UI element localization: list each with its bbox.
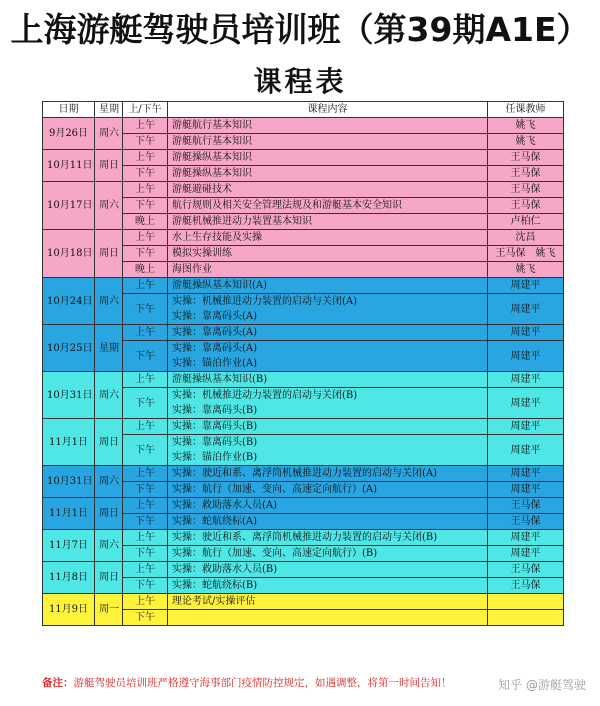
course-line: 游艇操纵基本知识(A): [172, 280, 268, 291]
course-line: 游艇操纵基本知识: [172, 168, 252, 179]
session-weekday: 周一: [95, 594, 123, 626]
course-line: 实操：靠离码头(B): [172, 437, 258, 448]
page-subtitle: 课程表: [253, 65, 347, 98]
table-row: [43, 530, 564, 546]
course-line: 实操：蛇航绕标(A): [172, 516, 258, 527]
table-row: [43, 230, 564, 246]
course-content: [168, 166, 488, 182]
schedule-table: [42, 101, 564, 626]
session-weekday: 周日: [95, 419, 123, 466]
session-date: 10月25日: [43, 325, 95, 372]
course-teacher: 王马保: [488, 514, 564, 530]
course-teacher: 王马保: [488, 182, 564, 198]
course-line: 游艇操纵基本知识(B): [172, 374, 268, 385]
course-line: 航行规则及相关安全管理法规及和游艇基本安全知识: [172, 200, 402, 211]
session-period: 下午: [123, 134, 168, 150]
footer-note: [42, 675, 452, 690]
table-row: [43, 419, 564, 435]
course-line: 游艇航行基本知识: [172, 136, 252, 147]
course-teacher: 周建平: [488, 546, 564, 562]
session-period: 上午: [123, 466, 168, 482]
session-period: 下午: [123, 341, 168, 372]
course-line: 游艇避碰技术: [172, 184, 232, 195]
course-line: 模拟实操训练: [172, 248, 232, 259]
course-content: [168, 372, 488, 388]
course-teacher: 周建平: [488, 294, 564, 325]
course-teacher: 王马保: [488, 562, 564, 578]
course-content: [168, 325, 488, 341]
session-period: 下午: [123, 166, 168, 182]
course-content: [168, 482, 488, 498]
session-period: 上午: [123, 498, 168, 514]
table-row: [43, 278, 564, 294]
watermark: [498, 676, 586, 693]
session-period: 下午: [123, 610, 168, 626]
course-line: 实操：驶近和系、离浮筒机械推进动力装置的启动与关闭(A): [172, 468, 438, 479]
course-line: 游艇航行基本知识: [172, 120, 252, 131]
course-line: 实操：救助落水人员(B): [172, 564, 278, 575]
session-period: 上午: [123, 278, 168, 294]
session-period: 下午: [123, 246, 168, 262]
session-date: 10月31日: [43, 372, 95, 419]
session-date: 10月24日: [43, 278, 95, 325]
course-content: [168, 262, 488, 278]
table-row: [43, 118, 564, 134]
course-teacher: 王马保: [488, 150, 564, 166]
table-row: [43, 562, 564, 578]
course-teacher: 周建平: [488, 466, 564, 482]
session-period: 上午: [123, 594, 168, 610]
session-weekday: 周日: [95, 230, 123, 278]
course-line: 理论考试/实操评估: [172, 596, 256, 607]
course-line: 实操：靠离码头(B): [172, 421, 258, 432]
note-prefix: 备注：: [42, 677, 74, 689]
session-weekday: 周日: [95, 498, 123, 530]
course-teacher: 周建平: [488, 372, 564, 388]
course-line: 实操：靠离码头(A): [172, 327, 258, 338]
course-line: 水上生存技能及实操: [172, 232, 262, 243]
session-date: 9月26日: [43, 118, 95, 150]
course-content: [168, 214, 488, 230]
session-period: 下午: [123, 482, 168, 498]
course-content: [168, 514, 488, 530]
course-line: 实操：机械推进动力装置的启动与关闭(B): [172, 390, 358, 401]
schedule-body: [43, 118, 564, 626]
course-content: [168, 150, 488, 166]
course-content: [168, 182, 488, 198]
session-period: 下午: [123, 388, 168, 419]
course-content: [168, 530, 488, 546]
course-teacher: 沈昌: [488, 230, 564, 246]
course-content: [168, 246, 488, 262]
session-date: 11月8日: [43, 562, 95, 594]
session-period: 晚上: [123, 262, 168, 278]
session-period: 上午: [123, 419, 168, 435]
session-date: 10月31日: [43, 466, 95, 498]
header-period: 上/下午: [123, 102, 168, 118]
session-period: 下午: [123, 578, 168, 594]
course-teacher: [488, 594, 564, 610]
header-content: 课程内容: [168, 102, 488, 118]
course-line: 实操：机械推进动力装置的启动与关闭(A): [172, 296, 358, 307]
course-line: 游艇操纵基本知识: [172, 152, 252, 163]
session-weekday: 周六: [95, 118, 123, 150]
table-row: [43, 498, 564, 514]
course-line: 实操：蛇航绕标(B): [172, 580, 258, 591]
session-period: 上午: [123, 530, 168, 546]
course-line: 实操：靠离码头(B): [172, 405, 258, 416]
course-content: [168, 546, 488, 562]
course-teacher: 姚飞: [488, 134, 564, 150]
session-weekday: 周日: [95, 150, 123, 182]
table-row: [43, 594, 564, 610]
session-period: 下午: [123, 294, 168, 325]
header-teacher: 任课教师: [488, 102, 564, 118]
course-content: [168, 435, 488, 466]
course-teacher: 王马保: [488, 578, 564, 594]
course-line: 海图作业: [172, 264, 212, 275]
session-period: 上午: [123, 562, 168, 578]
session-date: 11月1日: [43, 498, 95, 530]
course-line: [172, 610, 483, 625]
course-content: [168, 466, 488, 482]
session-weekday: 周六: [95, 278, 123, 325]
course-content: [168, 341, 488, 372]
course-line: 游艇机械推进动力装置基本知识: [172, 216, 312, 227]
session-period: 下午: [123, 435, 168, 466]
course-teacher: 周建平: [488, 388, 564, 419]
session-period: 上午: [123, 118, 168, 134]
course-content: [168, 230, 488, 246]
course-content: [168, 278, 488, 294]
course-content: [168, 610, 488, 626]
session-period: 晚上: [123, 214, 168, 230]
table-row: [43, 150, 564, 166]
session-period: 下午: [123, 198, 168, 214]
table-row: [43, 466, 564, 482]
session-date: 10月18日: [43, 230, 95, 278]
session-period: 下午: [123, 546, 168, 562]
session-date: 10月11日: [43, 150, 95, 182]
session-weekday: 周六: [95, 466, 123, 498]
course-teacher: [488, 610, 564, 626]
table-row: [43, 372, 564, 388]
course-teacher: 王马保: [488, 498, 564, 514]
session-date: 11月1日: [43, 419, 95, 466]
course-line: 实操：锚泊作业(B): [172, 452, 258, 463]
session-period: 上午: [123, 325, 168, 341]
course-content: [168, 198, 488, 214]
session-date: 11月7日: [43, 530, 95, 562]
course-content: [168, 134, 488, 150]
session-weekday: 星期: [95, 325, 123, 372]
course-teacher: 周建平: [488, 341, 564, 372]
session-weekday: 周六: [95, 530, 123, 562]
table-row: [43, 182, 564, 198]
course-content: [168, 562, 488, 578]
course-teacher: 王马保: [488, 198, 564, 214]
session-period: 下午: [123, 514, 168, 530]
session-weekday: 周日: [95, 562, 123, 594]
course-line: 实操：靠离码头(A): [172, 343, 258, 354]
course-content: [168, 578, 488, 594]
course-teacher: 周建平: [488, 278, 564, 294]
course-line: 实操：驶近和系、离浮筒机械推进动力装置的启动与关闭(B): [172, 532, 438, 543]
course-line: 实操：锚泊作业(A): [172, 358, 258, 369]
course-line: 实操：靠离码头(A): [172, 311, 258, 322]
session-period: 上午: [123, 182, 168, 198]
table-row: [43, 325, 564, 341]
header-date: 日期: [43, 102, 95, 118]
course-line: 实操：救助落水人员(A): [172, 500, 278, 511]
course-content: [168, 419, 488, 435]
session-period: 上午: [123, 150, 168, 166]
course-teacher: 卢柏仁: [488, 214, 564, 230]
session-date: 10月17日: [43, 182, 95, 230]
header-weekday: 星期: [95, 102, 123, 118]
page-title: 上海游艇驾驶员培训班（第39期A1E）: [10, 10, 590, 49]
course-content: [168, 118, 488, 134]
course-content: [168, 594, 488, 610]
course-teacher: 周建平: [488, 435, 564, 466]
course-content: [168, 498, 488, 514]
note-text: 游艇驾驶员培训班严格遵守海事部门疫情防控规定，如遇调整，将第一时间告知！: [73, 677, 452, 689]
course-teacher: 周建平: [488, 419, 564, 435]
course-teacher: 周建平: [488, 530, 564, 546]
course-teacher: 王马保: [488, 166, 564, 182]
course-teacher: 王马保 姚飞: [488, 246, 564, 262]
watermark-text: 知乎 @游艇驾驶: [498, 678, 586, 692]
course-line: 实操：航行（加速、变向、高速定向航行）(B): [172, 548, 378, 559]
course-content: [168, 294, 488, 325]
session-period: 上午: [123, 230, 168, 246]
course-teacher: 周建平: [488, 482, 564, 498]
session-date: 11月9日: [43, 594, 95, 626]
course-teacher: 周建平: [488, 325, 564, 341]
session-period: 上午: [123, 372, 168, 388]
session-weekday: 周六: [95, 372, 123, 419]
table-header-row: [43, 102, 564, 118]
course-content: [168, 388, 488, 419]
session-weekday: 周六: [95, 182, 123, 230]
course-line: 实操：航行（加速、变向、高速定向航行）(A): [172, 484, 378, 495]
course-teacher: 姚飞: [488, 262, 564, 278]
course-teacher: 姚飞: [488, 118, 564, 134]
